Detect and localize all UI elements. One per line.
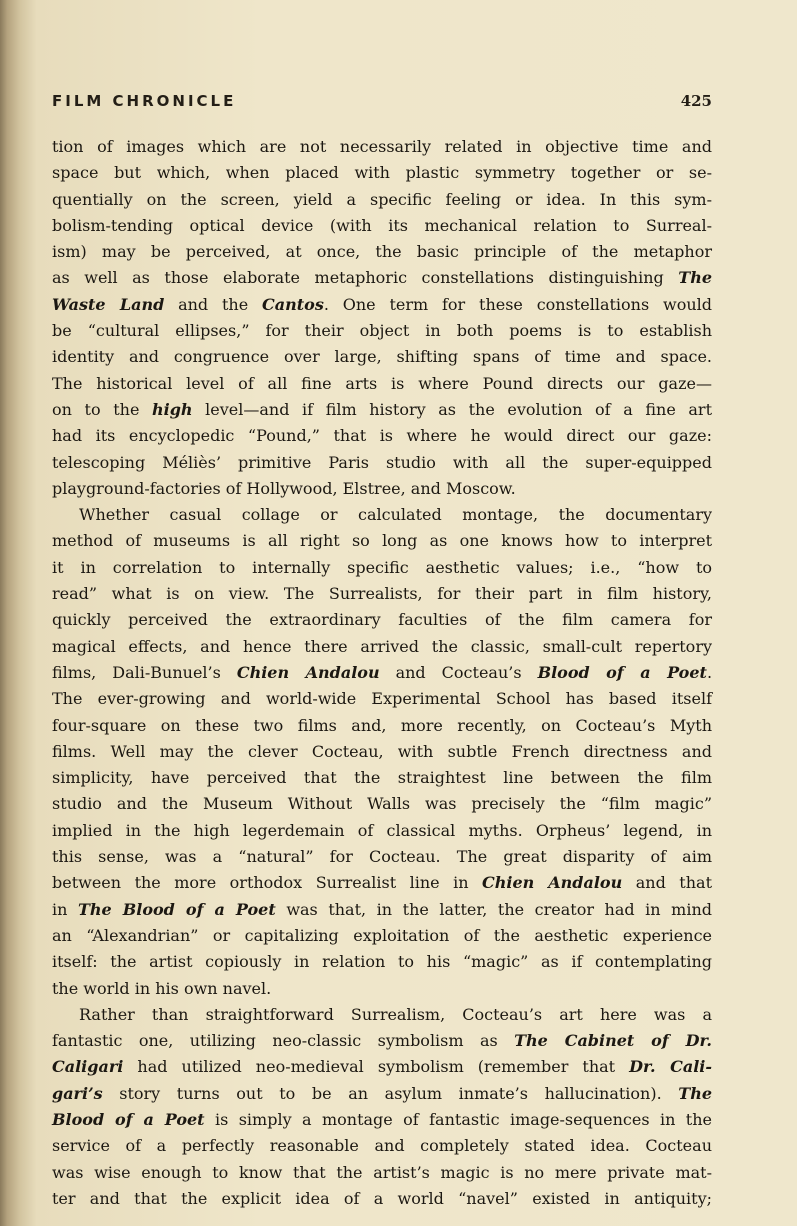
page-header [52,92,712,116]
text-line: The historical level of all fine arts is where Pound directs our gaze— [52,373,712,393]
text-line: be “cultural ellipses,” for their object in both poems is to establish [52,321,712,341]
text-line: it in correlation to internally specific aesthetic values; i.e., “how to [52,557,712,577]
text-line: playground-factories of Hollywood, Elstree, and Moscow. [52,478,516,498]
text-line: Caligari had utilized neo-medieval symbolism (remember that Dr. Cali- [52,1057,712,1077]
text-line: ism) may be perceived, at once, the basic principle of the metaphor [52,242,712,262]
book-gutter-shadow [0,0,36,1226]
text-line: an “Alexandrian” or capitalizing exploitation of the aesthetic experience [52,925,712,945]
text-line: as well as those elaborate metaphoric constellations distinguishing The [52,268,712,288]
text-line: Waste Land and the Cantos. One term for these constellations would [52,294,712,314]
text-line: the world in his own navel. [52,978,272,998]
text-line: Blood of a Poet is simply a montage of fantastic image-sequences in the [52,1109,713,1129]
text-line: space but which, when placed with plastic symmetry together or se- [52,163,712,183]
text-line: ter and that the explicit idea of a world “navel” existed in antiquity; [52,1188,712,1208]
text-line: quickly perceived the extraordinary faculties of the film camera for [52,610,712,630]
body-text [52,134,712,1212]
text-line: Rather than straightforward Surrealism, Cocteau’s art here was a [79,1004,712,1024]
text-line: simplicity, have perceived that the straightest line between the film [52,768,712,788]
text-line: films. Well may the clever Cocteau, with subtle French directness and [52,741,712,761]
text-line: four-square on these two films and, more recently, on Cocteau’s Myth [52,715,712,735]
text-line: service of a perfectly reasonable and completely stated idea. Cocteau [52,1136,712,1156]
text-line: telescoping Méliès’ primitive Paris studio with all the super-equipped [52,452,712,472]
text-line: magical effects, and hence there arrived the classic, small-cult repertory [52,636,712,656]
text-line: method of museums is all right so long as one knows how to interpret [52,531,712,551]
text-line: between the more orthodox Surrealist line in Chien Andalou and that [52,873,712,893]
text-line: fantastic one, utilizing neo-classic symbolism as The Cabinet of Dr. [52,1031,713,1051]
text-line: films, Dali-Bunuel’s Chien Andalou and Cocteau’s Blood of a Poet. [52,662,713,682]
running-head: FILM CHRONICLE [52,92,237,110]
text-line: this sense, was a “natural” for Cocteau. The great disparity of aim [52,847,712,867]
text-line: bolism-tending optical device (with its mechanical relation to Surreal- [52,215,712,235]
text-line: was wise enough to know that the artist’s magic is no mere private mat- [52,1162,712,1182]
text-line: had its encyclopedic “Pound,” that is where he would direct our gaze: [52,426,712,446]
text-line: itself: the artist copiously in relation to his “magic” as if contemplating [52,952,712,972]
text-line: in The Blood of a Poet was that, in the latter, the creator had in mind [52,899,712,919]
text-line: tion of images which are not necessarily related in objective time and [52,137,712,156]
text-line: gari’s story turns out to be an asylum inmate’s hallucination). The [52,1083,712,1103]
page-number: 425 [680,92,712,110]
text-line: studio and the Museum Without Walls was precisely the “film magic” [52,794,712,814]
text-line: identity and congruence over large, shifting spans of time and space. [52,347,712,367]
text-line: implied in the high legerdemain of classical myths. Orpheus’ legend, in [52,820,712,840]
text-line: The ever-growing and world-wide Experimental School has based itself [52,689,712,709]
text-line: read” what is on view. The Surrealists, for their part in film history, [52,584,712,604]
text-line: on to the high level—and if film history as the evolution of a fine art [52,399,712,419]
text-line: quentially on the screen, yield a specific feeling or idea. In this sym- [52,189,712,209]
text-line: Whether casual collage or calculated montage, the documentary [79,505,712,525]
